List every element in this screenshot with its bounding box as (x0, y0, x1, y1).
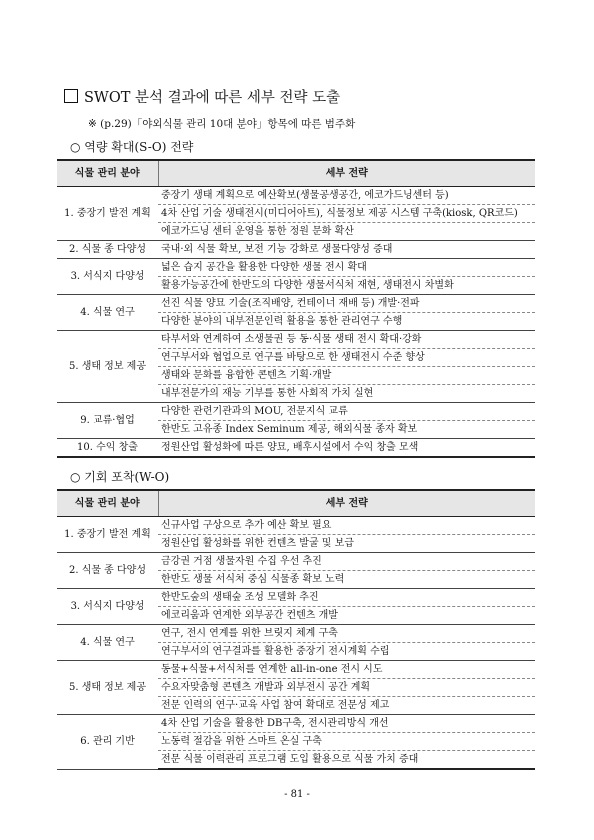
table-row (57, 259, 535, 277)
section-heading-so: ○ 역량 확대(S-O) 전략 (70, 140, 194, 154)
strategy-item-cell: 전문 식물 이력관리 프로그램 도입 활용으로 식물 가치 증대 (158, 751, 535, 770)
table-row (57, 589, 535, 607)
strategy-item-cell: 에코가드닝 센터 운영을 통한 정원 문화 확산 (158, 223, 535, 241)
strategy-item-cell: 4차 산업 기술을 활용한 DB구축, 전시관리방식 개선 (158, 715, 535, 733)
strategy-item-cell: 연구부서와 협업으로 연구를 바탕으로 한 생태전시 수준 향상 (158, 349, 535, 367)
table-row (57, 439, 535, 458)
strategy-item-cell: 정원산업 활성화를 위한 컨텐츠 발굴 및 보급 (158, 535, 535, 553)
table-row (57, 403, 535, 421)
column-header-detail: 세부 전략 (158, 160, 535, 187)
strategy-item-cell: 국내·외 식물 확보, 보전 기능 강화로 생물다양성 증대 (158, 241, 535, 259)
table-row (57, 661, 535, 679)
category-cell: 5. 생태 정보 제공 (57, 331, 158, 403)
category-cell: 5. 생태 정보 제공 (57, 661, 158, 715)
category-cell: 1. 중장기 발전 계획 (57, 187, 158, 241)
category-cell: 4. 식물 연구 (57, 295, 158, 331)
page-title (64, 86, 340, 107)
strategy-item-cell: 에코리움과 연계한 외부공간 컨텐츠 개발 (158, 607, 535, 625)
table-row (57, 625, 535, 643)
category-cell: 4. 식물 연구 (57, 625, 158, 661)
column-header-detail: 세부 전략 (158, 490, 535, 517)
strategy-item-cell: 연구, 전시 연계를 위한 브릿지 체계 구축 (158, 625, 535, 643)
strategy-item-cell: 선진 식물 양묘 기술(조직배양, 컨테이너 재배 등) 개발·전파 (158, 295, 535, 313)
strategy-item-cell: 활용가능공간에 한반도의 다양한 생물서식처 재현, 생태전시 차별화 (158, 277, 535, 295)
strategy-item-cell: 한반도숲의 생태숲 조성 모델화 추진 (158, 589, 535, 607)
table-row (57, 715, 535, 733)
strategy-item-cell: 전문 인력의 연구·교육 사업 참여 확대로 전문성 제고 (158, 697, 535, 715)
category-cell: 10. 수익 창출 (57, 439, 158, 458)
strategy-item-cell: 4차 산업 기술 생태전시(미디어아트), 식물정보 제공 시스템 구축(kiosk, QR코드) (158, 205, 535, 223)
category-cell: 3. 서식지 다양성 (57, 259, 158, 295)
strategy-item-cell: 생태와 문화를 융합한 콘텐츠 기획·개발 (158, 367, 535, 385)
reference-note: ※ (p.29)「야외식물 관리 10대 분야」항목에 따른 범주화 (88, 118, 356, 130)
strategy-table-so (57, 159, 535, 458)
strategy-item-cell: 한반도 생물 서식처 중심 식물종 확보 노력 (158, 571, 535, 589)
category-cell: 2. 식물 종 다양성 (57, 553, 158, 589)
strategy-item-cell: 중장기 생태 계획으로 예산확보(생물공생공간, 에코가드닝센터 등) (158, 187, 535, 205)
strategy-item-cell: 신규사업 구상으로 추가 예산 확보 필요 (158, 517, 535, 535)
strategy-item-cell: 연구부서의 연구결과를 활용한 중장기 전시계획 수립 (158, 643, 535, 661)
table-row (57, 187, 535, 205)
strategy-item-cell: 노동력 절감을 위한 스마트 온실 구축 (158, 733, 535, 751)
strategy-item-cell: 내부전문가의 재능 기부를 통한 사회적 가치 실현 (158, 385, 535, 403)
section-heading-wo: ○ 기회 포착(W-O) (70, 470, 170, 484)
table-row (57, 517, 535, 535)
category-cell: 1. 중장기 발전 계획 (57, 517, 158, 553)
table-row (57, 241, 535, 259)
strategy-item-cell: 한반도 고유종 Index Seminum 제공, 해외식물 종자 확보 (158, 421, 535, 439)
category-cell: 2. 식물 종 다양성 (57, 241, 158, 259)
table-row (57, 553, 535, 571)
strategy-item-cell: 넓은 습지 공간을 활용한 다양한 생물 전시 확대 (158, 259, 535, 277)
table-row (57, 331, 535, 349)
table-row (57, 295, 535, 313)
column-header-area: 식물 관리 분야 (57, 490, 158, 517)
strategy-item-cell: 동물+식물+서식처를 연계한 all-in-one 전시 시도 (158, 661, 535, 679)
column-header-area: 식물 관리 분야 (57, 160, 158, 187)
strategy-item-cell: 금강권 거점 생물자원 수집 우선 추진 (158, 553, 535, 571)
checkbox-square-icon (64, 89, 78, 103)
strategy-item-cell: 수요자맞춤형 콘텐츠 개발과 외부전시 공간 계획 (158, 679, 535, 697)
strategy-table-wo (57, 489, 535, 770)
strategy-item-cell: 다양한 관련기관과의 MOU, 전문지식 교류 (158, 403, 535, 421)
category-cell: 9. 교류·협업 (57, 403, 158, 439)
page-title-text: SWOT 분석 결과에 따른 세부 전략 도출 (84, 90, 341, 106)
page-number: - 81 - (284, 789, 310, 800)
strategy-item-cell: 다양한 분야의 내부전문인력 활용을 통한 관리연구 수행 (158, 313, 535, 331)
category-cell: 6. 관리 기반 (57, 715, 158, 770)
category-cell: 3. 서식지 다양성 (57, 589, 158, 625)
strategy-item-cell: 정원산업 활성화에 따른 양묘, 배후시설에서 수익 창출 모색 (158, 439, 535, 458)
strategy-item-cell: 타부서와 연계하여 소생물권 등 동·식물 생태 전시 확대·강화 (158, 331, 535, 349)
